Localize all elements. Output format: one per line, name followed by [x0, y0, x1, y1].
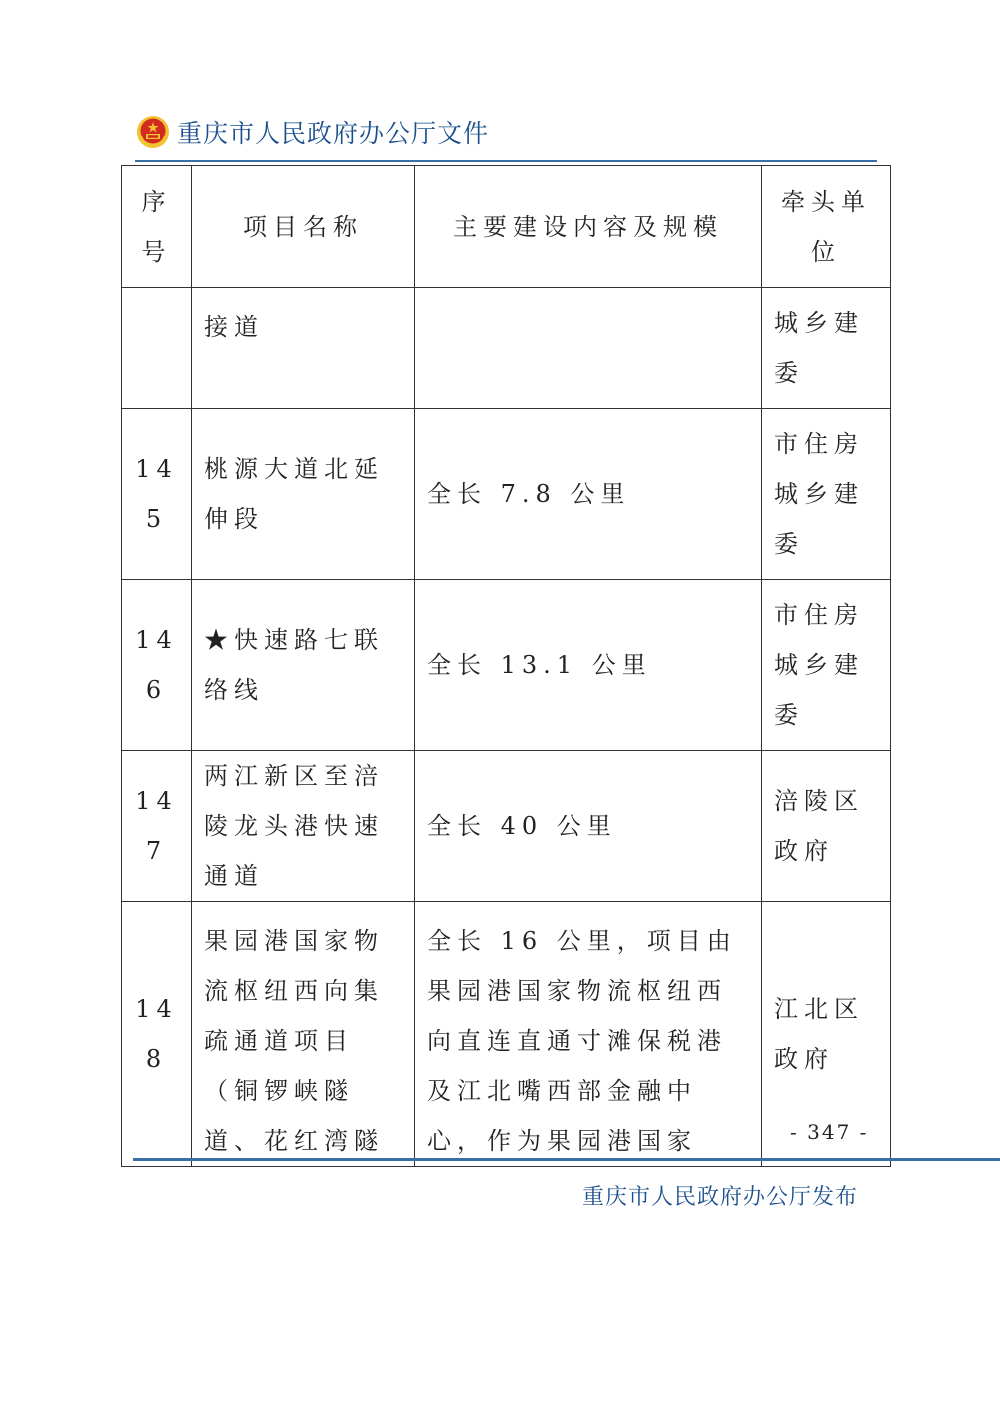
- cell-content: 全长 40 公里: [415, 751, 762, 902]
- cell-content: [415, 288, 762, 409]
- cell-num: 146: [122, 580, 192, 751]
- cell-name: 桃源大道北延伸段: [192, 409, 415, 580]
- table-header-row: [122, 166, 891, 288]
- header-cell-name: 项目名称: [192, 166, 415, 288]
- cell-num: 145: [122, 409, 192, 580]
- project-table: [121, 165, 891, 1167]
- header-cell-content: 主要建设内容及规模: [415, 166, 762, 288]
- cell-unit: 涪陵区政府: [762, 751, 891, 902]
- cell-unit: 市住房城乡建委: [762, 409, 891, 580]
- cell-name: 果园港国家物流枢纽西向集疏通道项目（铜锣峡隧道、花红湾隧: [192, 902, 415, 1167]
- header-cell-num: 序号: [122, 166, 192, 288]
- cell-unit: 市住房城乡建委: [762, 580, 891, 751]
- header-title: 重庆市人民政府办公厅文件: [177, 119, 490, 148]
- table-row: [122, 751, 891, 902]
- cell-num: [122, 288, 192, 409]
- national-emblem-icon: [135, 114, 171, 150]
- table-row: [122, 580, 891, 751]
- header-divider: [135, 160, 877, 162]
- cell-num: 147: [122, 751, 192, 902]
- cell-name: ★快速路七联络线: [192, 580, 415, 751]
- page-number: - 347 -: [790, 1120, 869, 1144]
- table-row: [122, 288, 891, 409]
- cell-content: 全长 16 公里，项目由果园港国家物流枢纽西向直连直通寸滩保税港及江北嘴西部金融中心，作为果园港国家: [415, 902, 762, 1167]
- cell-unit: 城乡建委: [762, 288, 891, 409]
- document-header: [135, 110, 489, 154]
- cell-name: 两江新区至涪陵龙头港快速通道: [192, 751, 415, 902]
- cell-num: 148: [122, 902, 192, 1167]
- cell-content: 全长 7.8 公里: [415, 409, 762, 580]
- header-cell-unit: 牵头单位: [762, 166, 891, 288]
- footer-publisher: 重庆市人民政府办公厅发布: [582, 1185, 859, 1210]
- table-row: [122, 902, 891, 1167]
- cell-content: 全长 13.1 公里: [415, 580, 762, 751]
- footer-divider: [133, 1158, 1000, 1161]
- table-row: [122, 409, 891, 580]
- cell-unit: 江北区政府: [762, 902, 891, 1167]
- cell-name: 接道: [192, 288, 415, 409]
